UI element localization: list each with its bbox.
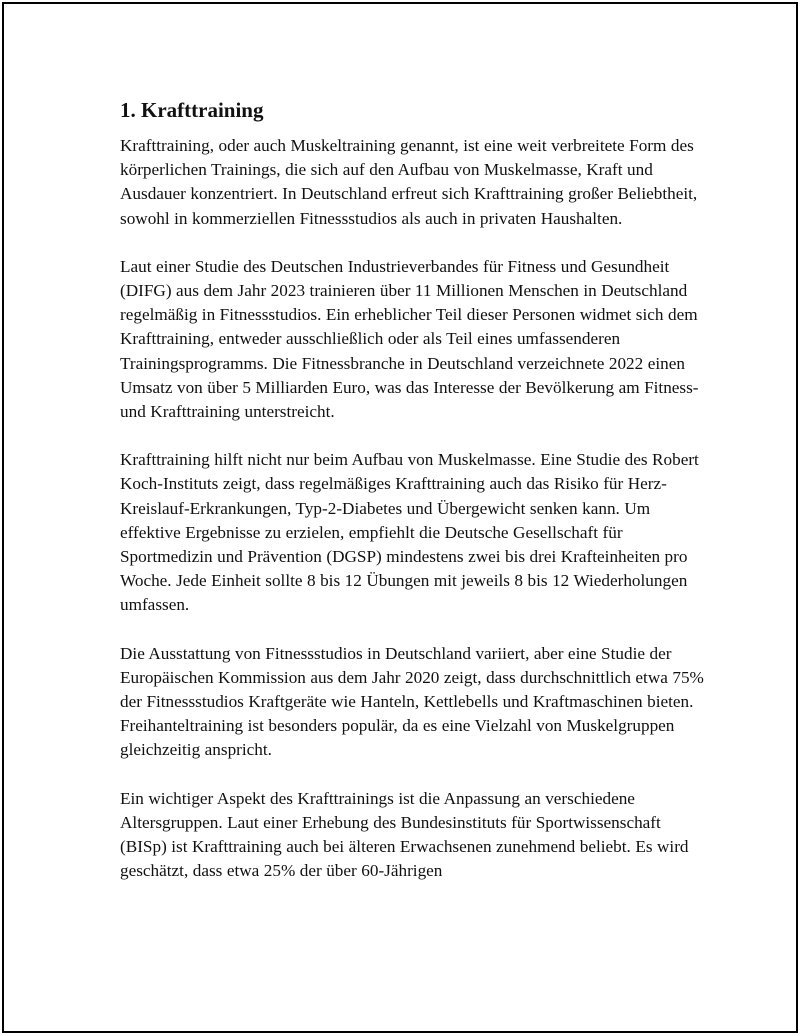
paragraph-difg-study: Laut einer Studie des Deutschen Industrieverbandes für Fitness und Gesundheit (DIFG) aus dem Jahr 2023 trainieren über 11 Millionen Menschen in Deutschland regelmäßig in Fitnessstudios. Ein erheblicher Teil dieser Personen widmet sich dem Krafttraining, entweder ausschließlich oder als Teil eines umfassenderen Trainingsprogramms. Die Fitnessbranche in Deutschland verzeichnete 2022 einen Umsatz von über 5 Milliarden Euro, was das Interesse der Bevölkerung am Fitness- und Krafttraining unterstreicht. (120, 256, 699, 422)
paragraph-health-benefits: Krafttraining hilft nicht nur beim Aufbau von Muskelmasse. Eine Studie des Robert Koch-Instituts zeigt, dass regelmäßiges Krafttraining auch das Risiko für Herz-Kreislauf-Erkrankungen, Typ-2-Diabetes und Übergewicht senken kann. Um effektive Ergebnisse zu erzielen, empfiehlt die Deutsche Gesellschaft für Sportmedizin und Prävention (DGSP) mindestens zwei bis drei Krafteinheiten pro Woche. Jede Einheit sollte 8 bis 12 Übungen mit jeweils 8 bis 12 Wiederholungen umfassen. (120, 450, 699, 615)
paragraph-age-groups: Ein wichtiger Aspekt des Krafttrainings ist die Anpassung an verschiedene Altersgruppen. Laut einer Erhebung des Bundesinstituts für Sportwissenschaft (BISp) ist Krafttraining auch bei älteren Erwachsenen zunehmend beliebt. Es wird geschätzt, dass etwa 25% der über 60-Jährigen (120, 788, 689, 881)
paragraph-intro: Krafttraining, oder auch Muskeltraining genannt, ist eine weit verbreitete Form des körperlichen Trainings, die sich auf den Aufbau von Muskelmasse, Kraft und Ausdauer konzentriert. In Deutschland erfreut sich Krafttraining großer Beliebtheit, sowohl in kommerziellen Fitnessstudios als auch in privaten Haushalten. (120, 136, 698, 228)
paragraph-studio-equipment: Die Ausstattung von Fitnessstudios in Deutschland variiert, aber eine Studie der Europäischen Kommission aus dem Jahr 2020 zeigt, dass durchschnittlich etwa 75% der Fitnessstudios Kraftgeräte wie Hanteln, Kettlebells und Kraftmaschinen bieten. Freihanteltraining ist besonders populär, da es eine Vielzahl von Muskelgruppen gleichzeitig anspricht. (120, 643, 704, 760)
section-heading: 1. Krafttraining (120, 98, 264, 122)
page-frame (2, 2, 798, 1033)
document-content (120, 96, 704, 907)
